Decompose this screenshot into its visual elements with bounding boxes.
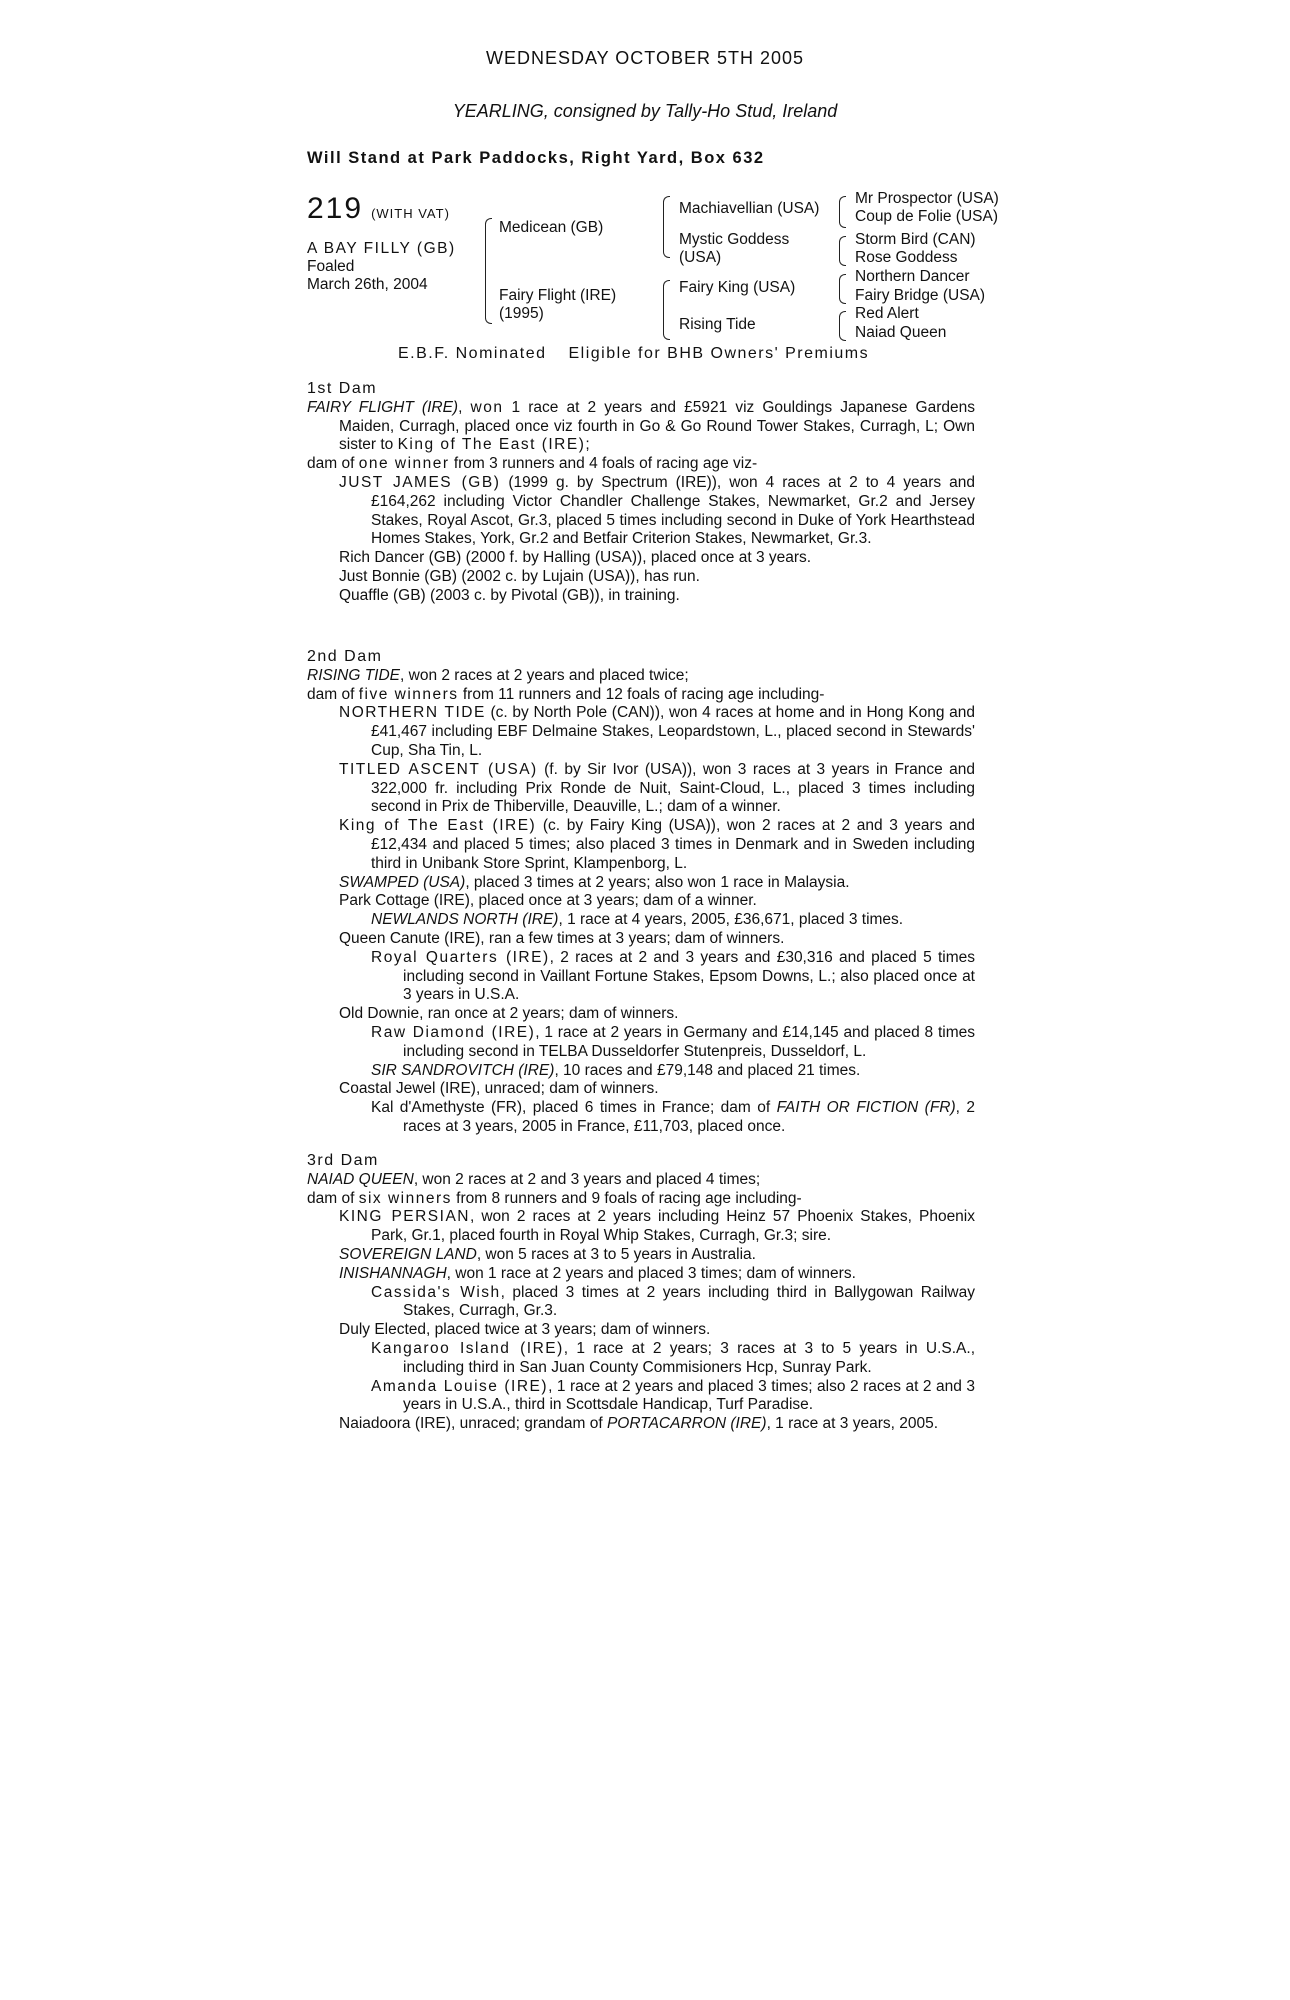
brace-g1 [839, 196, 846, 228]
produce-text: , won 2 races at 2 years including Heinz 57 Phoenix Stakes, Phoenix Park, Gr.1, placed fourth in Royal Whip Stakes, Curragh, Gr.3; sire. [371, 1208, 976, 1245]
first-dam-section [307, 380, 975, 606]
produce-text-end: , 1 race at 3 years, 2005. [766, 1415, 939, 1433]
produce-entry [339, 474, 975, 549]
produce-text: , won 1 race at 2 years and placed 3 times; dam of winners. [446, 1264, 856, 1282]
produce-name: TITLED ASCENT (USA) [339, 760, 538, 778]
eligibility-line [398, 345, 869, 363]
produce-name: FAITH OR FICTION (FR) [776, 1099, 956, 1117]
produce-summary [307, 686, 975, 705]
dam-record-end: ; [585, 436, 590, 454]
produce-text: (1999 g. by Spectrum (IRE)), won 4 races at 2 to 4 years and £164,262 including Victor Chandler Challenge Stakes, Newmarket, Gr.2 and Jersey Stakes, Royal Ascot, Gr.3, placed 5 times including second in Duke of York Hearthstead Homes Stakes, York, Gr.2 and Betfair Criterion Stakes, Newmarket, Gr.3. [371, 473, 975, 548]
ped-sire: Medicean (GB) [499, 219, 604, 236]
produce-text: , 1 race at 2 years in Germany and £14,145 and placed 8 times including second in TELBA Dusseldorfer Stutenpreis, Dusseldorf, L. [403, 1023, 976, 1060]
produce-summary [307, 1190, 975, 1209]
produce-name: SIR SANDROVITCH (IRE) [371, 1061, 555, 1079]
bhb-eligible: Eligible for BHB Owners' Premiums [568, 345, 870, 362]
horse-sex-colour: A BAY FILLY (GB) [307, 240, 456, 257]
ped-g5: Northern Dancer [855, 268, 970, 285]
sister-name: King of The East (IRE) [397, 436, 586, 454]
consignment-line: YEARLING, consigned by Tally-Ho Stud, Ireland [452, 101, 838, 121]
produce-name: King of The East (IRE) [339, 817, 537, 835]
won-word: won [470, 398, 504, 416]
produce-entry [339, 1246, 975, 1265]
produce-rest: from 11 runners and 12 foals of racing age including- [458, 685, 825, 703]
produce-prefix: dam of [307, 455, 359, 473]
produce-name: Royal Quarters (IRE) [371, 948, 550, 966]
produce-text: , placed 3 times at 2 years; also won 1 race in Malaysia. [465, 873, 850, 891]
brace-main [485, 218, 492, 324]
brace-dam [663, 280, 670, 340]
ped-dam-sire: Fairy King (USA) [679, 279, 796, 296]
third-dam-section [307, 1152, 975, 1434]
grand-produce-entry [371, 949, 975, 1005]
dam-record: FAIRY FLIGHT (IRE), won 1 race at 2 years and £5921 viz Gouldings Japanese Gardens Maiden, Curragh, placed once viz fourth in Go & Go Round Tower Stakes, Curragh, L; Own sister to King of The East (IRE); [307, 398, 975, 454]
produce-rest: from 3 runners and 4 foals of racing age viz- [449, 455, 758, 473]
produce-entry: Quaffle (GB) (2003 c. by Pivotal (GB)), in training. [339, 586, 680, 604]
horse-description [307, 240, 456, 294]
produce-name: Raw Diamond (IRE) [371, 1023, 536, 1041]
ped-g1: Mr Prospector (USA) [855, 190, 999, 207]
produce-text: , 1 race at 2 years and placed 3 times; also 2 races at 2 and 3 years in U.S.A., third in Scottsdale Handicap, Turf Paradise. [403, 1377, 975, 1414]
produce-text: , 2 races at 2 and 3 years and £30,316 and placed 5 times including second in Vaillant Fortune Stakes, Epsom Downs, L.; also placed once at 3 years in U.S.A. [403, 948, 976, 1004]
dam-name: NAIAD QUEEN [307, 1170, 414, 1188]
produce-name: KING PERSIAN [339, 1208, 470, 1226]
produce-entry [339, 1415, 975, 1434]
produce-text: Kal d'Amethyste (FR), placed 6 times in France; dam of [371, 1099, 777, 1117]
ped-g3: Storm Bird (CAN) [855, 231, 976, 248]
produce-entry: Queen Canute (IRE), ran a few times at 3 years; dam of winners. [339, 929, 785, 947]
brace-g4 [839, 311, 846, 341]
dam-name: RISING TIDE [307, 666, 401, 684]
produce-name: SOVEREIGN LAND [339, 1245, 477, 1263]
section-title: 3rd Dam [307, 1152, 379, 1169]
ped-dam: Fairy Flight (IRE) [499, 287, 617, 304]
produce-text-end: , 2 races at 3 years, 2005 in France, £11,703, placed once. [403, 1099, 975, 1135]
produce-entry: Coastal Jewel (IRE), unraced; dam of winners. [339, 1080, 659, 1098]
foaled-label: Foaled [307, 258, 355, 275]
produce-prefix: dam of [307, 685, 359, 703]
dam-record-text: , won 2 races at 2 years and placed twice; [400, 666, 689, 684]
produce-entry: Park Cottage (IRE), placed once at 3 years; dam of a winner. [339, 892, 757, 910]
dam-record-text: 1 race at 2 years and £5921 viz Gouldings Japanese Gardens Maiden, Curragh, placed once viz fourth in Go & Go Round Tower Stakes, Curragh, L; Own sister to [339, 398, 975, 454]
ped-sire-sire: Machiavellian (USA) [679, 200, 820, 217]
ped-dam-dam: Rising Tide [679, 316, 756, 333]
winners-count: one winner [358, 455, 450, 473]
grand-produce-entry [371, 1340, 975, 1378]
produce-entry [339, 704, 975, 760]
produce-entry [339, 874, 975, 893]
ebf-nominated: E.B.F. Nominated [398, 345, 547, 362]
produce-text: , 1 race at 4 years, 2005, £36,671, placed 3 times. [558, 911, 904, 929]
produce-text: , 1 race at 2 years; 3 races at 3 to 5 years in U.S.A., including third in San Juan County Commisioners Hcp, Sunray Park. [403, 1339, 975, 1376]
dam-record [307, 667, 975, 686]
produce-text: , placed 3 times at 2 years including third in Ballygowan Railway Stakes, Curragh, Gr.3. [403, 1283, 975, 1320]
ped-g7: Red Alert [855, 305, 919, 322]
grand-produce-entry [371, 1378, 975, 1416]
grand-produce-entry [371, 1062, 975, 1081]
produce-entry [339, 761, 975, 817]
produce-text: (f. by Sir Ivor (USA)), won 3 races at 3 years in France and 322,000 fr. including Prix Ronde de Nuit, Saint-Cloud, L., placed 3 times including second in Prix de Thiberville, Deauville, L.; dam of a winner. [371, 760, 975, 816]
section-title: 2nd Dam [307, 648, 383, 665]
produce-entry: Old Downie, ran once at 2 years; dam of winners. [339, 1005, 679, 1023]
produce-text: , 10 races and £79,148 and placed 21 times. [554, 1061, 861, 1079]
produce-prefix: dam of [307, 1189, 359, 1207]
lot-number: 219 [307, 192, 364, 225]
grand-produce-entry [371, 1024, 975, 1062]
produce-name: NEWLANDS NORTH (IRE) [371, 911, 559, 929]
produce-name: SWAMPED (USA) [339, 873, 466, 891]
produce-name: JUST JAMES (GB) [339, 473, 501, 491]
produce-name: NORTHERN TIDE [339, 704, 486, 722]
produce-name: PORTACARRON (IRE) [606, 1415, 767, 1433]
brace-g2 [839, 236, 846, 266]
ped-g2: Coup de Folie (USA) [855, 208, 999, 225]
produce-text: Naiadoora (IRE), unraced; grandam of [339, 1415, 607, 1433]
produce-name: Kangaroo Island (IRE) [371, 1339, 564, 1357]
produce-entry [339, 1208, 975, 1246]
ped-g4: Rose Goddess [855, 249, 958, 266]
dam-record-text: , won 2 races at 2 and 3 years and placed 4 times; [413, 1170, 761, 1188]
produce-entry: Just Bonnie (GB) (2002 c. by Lujain (USA)), has run. [339, 567, 700, 585]
ped-sire-dam-country: (USA) [679, 249, 722, 266]
section-title: 1st Dam [307, 380, 378, 397]
produce-name: INISHANNAGH [339, 1264, 447, 1282]
produce-entry: Duly Elected, placed twice at 3 years; dam of winners. [339, 1321, 711, 1339]
produce-name: Cassida's Wish [371, 1283, 501, 1301]
stand-location: Will Stand at Park Paddocks, Right Yard, Box 632 [307, 149, 765, 167]
grand-produce-entry [371, 911, 975, 930]
produce-summary [307, 455, 975, 474]
sale-date: WEDNESDAY OCTOBER 5TH 2005 [485, 48, 805, 68]
grand-produce-entry [371, 1099, 975, 1137]
ped-dam-year: (1995) [499, 305, 544, 322]
produce-entry [339, 817, 975, 873]
produce-entry [339, 1265, 975, 1284]
ped-g6: Fairy Bridge (USA) [855, 287, 986, 304]
produce-rest: from 8 runners and 9 foals of racing age including- [451, 1189, 802, 1207]
second-dam-section [307, 648, 975, 1137]
brace-g3 [839, 274, 846, 304]
grand-produce-entry [371, 1284, 975, 1322]
produce-text: , won 5 races at 3 to 5 years in Australia. [476, 1245, 756, 1263]
ped-g8: Naiad Queen [855, 324, 947, 341]
brace-sire [663, 196, 670, 258]
produce-text: (c. by North Pole (CAN)), won 4 races at home and in Hong Kong and £41,467 including EBF Delmaine Stakes, Leopardstown, L., placed second in Stewards' Cup, Sha Tin, L. [371, 704, 975, 759]
foaled-date: March 26th, 2004 [307, 276, 428, 293]
ped-sire-dam: Mystic Goddess [679, 231, 790, 248]
dam-record [307, 1171, 975, 1190]
winners-count: six winners [358, 1189, 452, 1207]
winners-count: five winners [358, 685, 459, 703]
vat-note: (WITH VAT) [371, 206, 450, 221]
dam-name: FAIRY FLIGHT (IRE) [307, 398, 459, 416]
produce-text: (c. by Fairy King (USA)), won 2 races at 2 and 3 years and £12,434 and placed 5 times; also placed 3 times in Denmark and in Sweden including third in Unibank Store Sprint, Klampenborg, L. [371, 817, 975, 872]
produce-entry: Rich Dancer (GB) (2000 f. by Halling (USA)), placed once at 3 years. [339, 549, 812, 567]
produce-name: Amanda Louise (IRE) [371, 1377, 549, 1395]
lot-header [307, 192, 450, 226]
